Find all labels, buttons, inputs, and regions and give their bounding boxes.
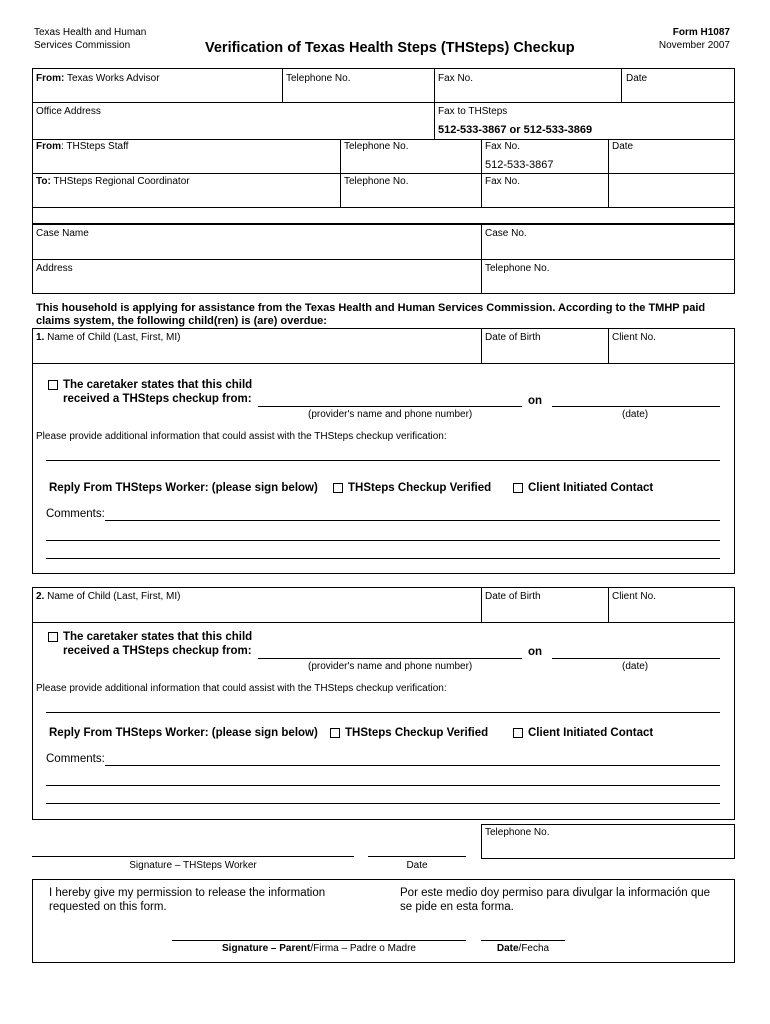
form-title: Verification of Texas Health Steps (THSteps) Checkup [205,40,575,56]
form-date: November 2007 [658,40,730,51]
advisor-fax-field[interactable]: Fax No. [438,73,474,84]
child-2-on-label: on [528,646,543,658]
child-1-caretaker-checkbox[interactable] [48,380,58,390]
child-1-dob-field[interactable]: Date of Birth [485,332,541,343]
child-1-caretaker-line-2: received a THSteps checkup from: [63,393,252,405]
to-coordinator-field[interactable]: To: THSteps Regional Coordinator [36,176,190,187]
staff-fax-value: 512-533-3867 [485,159,554,171]
coordinator-telephone-field[interactable]: Telephone No. [344,176,409,187]
child-1-reply-label: Reply From THSteps Worker: (please sign below) [49,482,318,494]
child-1-client-contact-checkbox[interactable] [513,483,523,493]
child-1-on-label: on [528,395,543,407]
child-1-provider-caption: (provider's name and phone number) [308,409,473,420]
staff-fax-field[interactable]: Fax No. [485,141,521,152]
child-1-verified-checkbox[interactable] [333,483,343,493]
child-2-client-contact-label: Client Initiated Contact [528,727,654,739]
child-2-provider-caption: (provider's name and phone number) [308,661,473,672]
worker-date-label: Date [406,860,428,871]
case-no-field[interactable]: Case No. [485,228,527,239]
case-name-field[interactable]: Case Name [36,228,89,239]
child-2-date-line[interactable] [552,658,720,659]
child-1-client-contact-label: Client Initiated Contact [528,482,654,494]
worker-signature-line[interactable] [32,856,354,857]
child-2-comments-label: Comments: [46,753,105,765]
fax-to-label: Fax to THSteps [438,106,508,117]
child-1-additional-info-label: Please provide additional information that could assist with the THSteps checkup verification: [36,431,447,442]
child-2-date-caption: (date) [622,661,649,672]
child-1-name-field[interactable]: 1. Name of Child (Last, First, MI) [36,332,181,343]
child-1-verified-label: THSteps Checkup Verified [348,482,492,494]
fax-to-numbers: 512-533-3867 or 512-533-3869 [438,124,593,136]
parent-signature-line[interactable] [172,940,466,941]
advisor-date-field[interactable]: Date [626,73,648,84]
child-1-block [32,328,735,574]
permission-english: I hereby give my permission to release the information requested on this form. [49,887,326,913]
child-2-client-no-field[interactable]: Client No. [612,591,656,602]
parent-signature-label: Signature – Parent/Firma – Padre o Madre [222,943,416,954]
office-address-field[interactable]: Office Address [36,106,101,117]
staff-telephone-field[interactable]: Telephone No. [344,141,409,152]
child-1-date-line[interactable] [552,406,720,407]
child-2-caretaker-line-1: The caretaker states that this child [63,631,253,643]
child-1-caretaker-line-1: The caretaker states that this child [63,379,253,391]
child-2-comments-line-3[interactable] [46,803,720,804]
form-id [659,26,730,52]
household-statement: This household is applying for assistance from the Texas Health and Human Services Commission. According to the TMHP paid claims system, the following child(ren) is (are) overdue: [36,302,706,327]
child-2-dob-field[interactable]: Date of Birth [485,591,541,602]
child-2-caretaker-checkbox[interactable] [48,632,58,642]
parent-date-line[interactable] [481,940,565,941]
child-2-client-contact-checkbox[interactable] [513,728,523,738]
child-2-verified-label: THSteps Checkup Verified [345,727,489,739]
address-field[interactable]: Address [36,263,73,274]
form-number: Form H1087 [672,27,730,38]
advisor-telephone-field[interactable]: Telephone No. [286,73,351,84]
agency-line-2: Services Commission [34,40,131,51]
from-staff-field[interactable]: From: THSteps Staff [36,141,129,152]
child-2-provider-line[interactable] [258,658,522,659]
case-telephone-field[interactable]: Telephone No. [485,263,550,274]
from-advisor-field[interactable]: From: Texas Works Advisor [36,73,160,84]
staff-date-field[interactable]: Date [612,141,634,152]
child-1-comments-line-2[interactable] [46,540,720,541]
worker-telephone-label: Telephone No. [485,827,550,838]
child-1-provider-line[interactable] [258,406,522,407]
coordinator-fax-field[interactable]: Fax No. [485,176,521,187]
child-2-additional-info-line[interactable] [46,712,720,713]
child-1-additional-info-line[interactable] [46,460,720,461]
child-2-additional-info-label: Please provide additional information that could assist with the THSteps checkup verification: [36,683,447,694]
child-2-comments-line-2[interactable] [46,785,720,786]
child-1-comments-line-3[interactable] [46,558,720,559]
worker-date-line[interactable] [368,856,466,857]
child-2-name-field[interactable]: 2. Name of Child (Last, First, MI) [36,591,181,602]
child-2-reply-label: Reply From THSteps Worker: (please sign below) [49,727,318,739]
agency-line-1: Texas Health and Human [34,27,147,38]
child-2-comments-line-1[interactable] [105,765,720,766]
agency-name [34,26,146,52]
child-2-verified-checkbox[interactable] [330,728,340,738]
child-1-date-caption: (date) [622,409,649,420]
parent-date-label: Date/Fecha [496,943,550,954]
child-1-comments-label: Comments: [46,508,105,520]
permission-spanish: Por este medio doy permiso para divulgar la información que se pide en esta forma. [400,887,711,913]
worker-signature-label: Signature – THSteps Worker [129,860,257,871]
child-2-caretaker-line-2: received a THSteps checkup from: [63,645,252,657]
child-1-comments-line-1[interactable] [105,520,720,521]
child-1-client-no-field[interactable]: Client No. [612,332,656,343]
